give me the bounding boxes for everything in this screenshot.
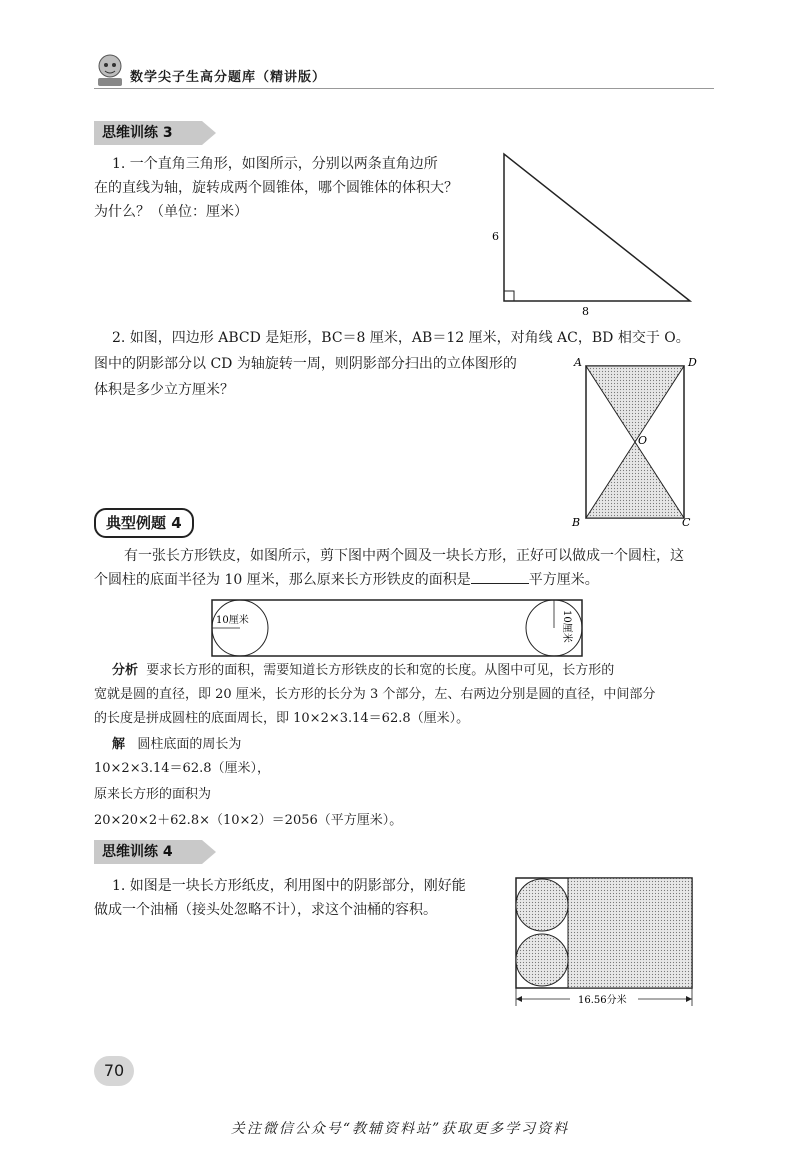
leg-label-8: 8 bbox=[582, 305, 589, 318]
header-divider bbox=[94, 88, 714, 89]
vertex-c: C bbox=[682, 516, 691, 529]
width-label: 16.56分米 bbox=[578, 995, 627, 1006]
radius-label-left: 10厘米 bbox=[216, 615, 249, 626]
section-arrow-icon bbox=[194, 840, 218, 864]
solution-text-1: 圆柱底面的周长为 bbox=[137, 737, 242, 752]
iron-sheet-figure bbox=[208, 596, 588, 662]
vertex-b: B bbox=[572, 516, 581, 529]
right-triangle-figure bbox=[480, 150, 710, 320]
solution-line-1 bbox=[112, 734, 241, 756]
analysis-line-2: 宽就是圆的直径，即 20 厘米，长方形的长分为 3 个部分，左、右两边分别是圆的直径，中间部分 bbox=[94, 687, 656, 702]
answer-blank bbox=[471, 569, 529, 584]
leg-label-6: 6 bbox=[492, 230, 499, 243]
analysis-line-1 bbox=[112, 660, 614, 682]
problem-3-1-line-2: 在的直线为轴，旋转成两个圆锥体，哪个圆锥体的体积大？ bbox=[94, 180, 458, 196]
section-label-thinking-4: 思维训练 4 bbox=[94, 840, 214, 864]
problem-3-2-line-1: 2. 如图，四边形 ABCD 是矩形，BC＝8 厘米，AB＝12 厘米，对角线 AC，BD 相交于 O。 bbox=[112, 330, 690, 346]
vertex-o: O bbox=[638, 434, 648, 447]
section-arrow-icon bbox=[194, 121, 218, 145]
section-label-thinking-3: 思维训练 3 bbox=[94, 121, 214, 145]
problem-line-2-text: 个圆柱的底面半径为 10 厘米，那么原来长方形铁皮的面积是 bbox=[94, 572, 471, 588]
radius-label-right: 10厘米 bbox=[561, 610, 572, 643]
problem-4-1-line-1: 1. 如图是一块长方形纸皮，利用图中的阴影部分，刚好能 bbox=[112, 878, 466, 894]
vertex-d: D bbox=[688, 356, 697, 369]
solution-line-4: 20×20×2＋62.8×（10×2）＝2056（平方厘米）。 bbox=[94, 813, 403, 828]
analysis-text-1: 要求长方形的面积，需要知道长方形铁皮的长和宽的长度。从图中可见，长方形的 bbox=[146, 663, 615, 678]
problem-4-1-line-2: 做成一个油桶（接头处忽略不计），求这个油桶的容积。 bbox=[94, 902, 437, 918]
page-number: 70 bbox=[94, 1056, 134, 1086]
vertex-a: A bbox=[574, 356, 582, 369]
analysis-line-3: 的长度是拼成圆柱的底面周长，即 10×2×3.14＝62.8（厘米）。 bbox=[94, 711, 470, 726]
problem-3-2-line-3: 体积是多少立方厘米？ bbox=[94, 382, 234, 398]
solution-line-3: 原来长方形的面积为 bbox=[94, 787, 212, 802]
footer-watermark: 关注微信公众号“教辅资料站”获取更多学习资料 bbox=[230, 1121, 570, 1137]
example-4-problem-line-2 bbox=[94, 568, 599, 592]
rectangle-abcd-figure bbox=[568, 352, 708, 532]
example-4-problem-line-1: 有一张长方形铁皮，如图所示，剪下图中两个圆及一块长方形，正好可以做成一个圆柱，这 bbox=[124, 548, 684, 564]
solution-line-2: 10×2×3.14＝62.8（厘米）， bbox=[94, 761, 270, 776]
problem-3-2-line-2: 图中的阴影部分以 CD 为轴旋转一周，则阴影部分扫出的立体图形的 bbox=[94, 356, 517, 372]
solution-title: 解 bbox=[112, 737, 126, 752]
analysis-title: 分析 bbox=[112, 663, 139, 678]
section-label-example-4: 典型例题 4 bbox=[94, 508, 194, 538]
book-title: 数学尖子生高分题库（精讲版） bbox=[130, 70, 327, 85]
problem-line-2-unit: 平方厘米。 bbox=[528, 572, 599, 588]
problem-3-1-line-3: 为什么？（单位：厘米） bbox=[94, 204, 248, 220]
problem-3-1-line-1: 1. 一个直角三角形，如图所示，分别以两条直角边所 bbox=[112, 156, 438, 172]
paper-sheet-figure bbox=[510, 874, 710, 1016]
mascot-logo-icon bbox=[92, 52, 128, 88]
